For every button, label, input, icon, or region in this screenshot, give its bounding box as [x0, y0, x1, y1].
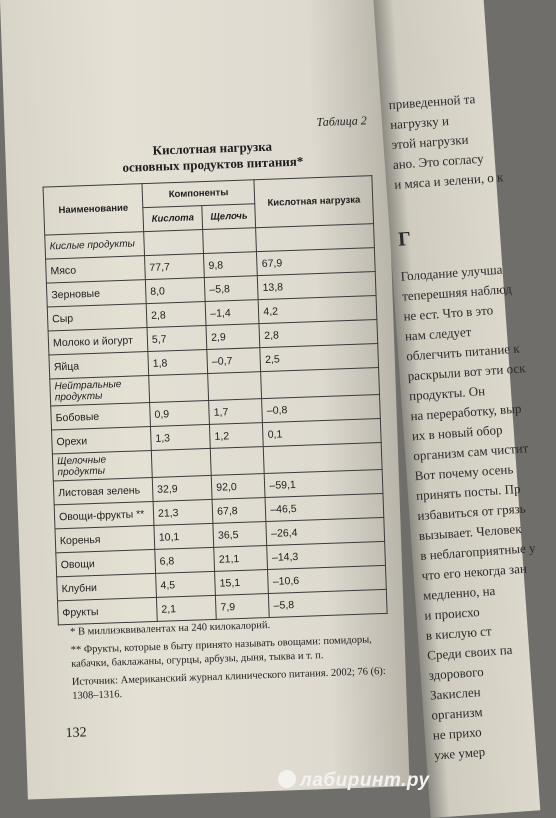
- food-name: Овощи: [56, 549, 156, 576]
- empty-cell: [151, 448, 211, 477]
- right-page-line: приведенной та: [388, 91, 476, 113]
- right-page-line: в кислую ст: [425, 623, 493, 643]
- right-page-line: продукты. Он: [408, 383, 486, 404]
- acid-value: 2,8: [146, 302, 206, 328]
- alkali-value: 92,0: [211, 474, 265, 500]
- load-value: –59,1: [265, 469, 383, 497]
- alkali-value: 36,5: [213, 522, 267, 548]
- load-value: 13,8: [258, 272, 376, 300]
- food-name: Овощи-фрукты **: [54, 501, 154, 528]
- load-value: 67,9: [257, 248, 375, 276]
- load-value: 2,5: [260, 344, 378, 372]
- right-page-line: этой нагрузки: [391, 131, 469, 153]
- food-name: Мясо: [46, 256, 146, 283]
- category-label: Щелочные продукты: [52, 450, 152, 480]
- load-value: –10,6: [268, 565, 386, 593]
- right-page-line: организм сам чистит: [412, 440, 529, 464]
- acid-value: 8,0: [145, 278, 205, 304]
- acid-value: 10,1: [154, 523, 214, 549]
- acid-value: 5,7: [147, 326, 207, 352]
- acid-value: 0,9: [150, 400, 210, 426]
- header-components: Компоненты: [142, 180, 255, 208]
- alkali-value: 1,2: [210, 423, 264, 449]
- alkali-value: 67,8: [212, 498, 266, 524]
- right-page-line: ано. Это согласу: [392, 150, 485, 172]
- header-load: Кислотная нагрузка: [254, 176, 373, 228]
- load-value: –14,3: [267, 541, 385, 569]
- food-name: Зерновые: [46, 280, 146, 307]
- right-page-line: принять посты. Пр: [415, 480, 521, 504]
- alkali-value: 2,9: [206, 324, 260, 350]
- acid-value: 32,9: [152, 475, 212, 501]
- alkali-value: 1,7: [209, 399, 263, 425]
- right-page-line: избавиться от грязь: [416, 500, 527, 524]
- load-value: –0,8: [262, 394, 380, 422]
- acid-value: 6,8: [155, 547, 215, 573]
- footnote-source: Источник: Американский журнал клинического питания. 2002; 76 (6): 1308–1316.: [71, 665, 386, 702]
- load-value: 0,1: [263, 418, 381, 446]
- right-page-line: облегчить питание к: [405, 340, 521, 364]
- alkali-value: –1,4: [205, 300, 259, 326]
- acid-value: 2,1: [156, 595, 216, 621]
- page-number: 132: [65, 725, 87, 742]
- right-page-line: и происхо: [423, 604, 481, 623]
- right-page-line: теперешняя наблюд: [401, 281, 513, 304]
- food-name: Фрукты: [58, 597, 158, 624]
- empty-cell: [149, 373, 209, 402]
- food-name: Бобовые: [51, 403, 151, 430]
- acid-value: 77,7: [145, 254, 205, 280]
- empty-cell: [210, 447, 264, 476]
- food-name: Сыр: [47, 304, 147, 331]
- header-acid: Кислота: [143, 206, 203, 232]
- right-page-line: Среди своих па: [426, 641, 513, 663]
- load-value: 2,8: [259, 320, 377, 348]
- footnote-1: * В миллиэквивалентах на 240 килокалорий.: [69, 619, 271, 638]
- right-page-line: не прихо: [432, 724, 483, 743]
- right-page-line: раскрыли вот эти оск: [407, 360, 526, 384]
- right-page-line: не ест. Что в это: [403, 302, 494, 324]
- right-page-line: Голодание улучша: [400, 261, 503, 284]
- right-page-line: на переработку, выр: [409, 400, 522, 424]
- empty-cell: [264, 442, 382, 473]
- empty-cell: [144, 230, 204, 256]
- right-page-line: вызывает. Человек: [418, 520, 522, 544]
- acid-value: 4,5: [156, 571, 216, 597]
- header-name: Наименование: [43, 184, 144, 235]
- load-value: –46,5: [265, 493, 383, 521]
- food-name: Яйца: [49, 352, 149, 379]
- right-page-line: в неблагоприятные у: [419, 539, 536, 564]
- food-name: Листовая зелень: [53, 477, 153, 504]
- alkali-value: –5,8: [204, 276, 258, 302]
- table-label: Таблица 2: [316, 113, 368, 130]
- right-page-line: Закислен: [429, 684, 481, 703]
- table-title-line2: основных продуктов питания*: [122, 153, 304, 175]
- right-page-line: Вот почему осень: [414, 461, 514, 484]
- right-page-line: и мяса и зелени, о к: [393, 169, 504, 192]
- right-page-line: здорового: [428, 663, 485, 683]
- empty-cell: [208, 372, 262, 401]
- right-page-line: медленно, на: [422, 582, 496, 603]
- alkali-value: 21,1: [214, 546, 268, 572]
- food-name: Молоко и йогурт: [48, 328, 148, 355]
- food-name: Орехи: [52, 427, 152, 454]
- watermark: лабиринт.ру: [300, 770, 430, 791]
- right-page-line: нам следует: [404, 323, 472, 344]
- load-value: –26,4: [266, 517, 384, 545]
- alkali-value: –0,7: [207, 348, 261, 374]
- right-page-line: Г: [397, 227, 412, 251]
- acid-load-table: [43, 175, 388, 625]
- right-page-line: их в новый обор: [411, 422, 503, 444]
- alkali-value: 7,9: [216, 593, 270, 619]
- table-body: [45, 224, 387, 625]
- right-page-line: уже умер: [433, 744, 486, 763]
- right-page-line: организм: [430, 704, 484, 723]
- alkali-value: 9,8: [204, 252, 258, 278]
- empty-cell: [261, 368, 379, 399]
- category-label: Кислые продукты: [45, 232, 145, 259]
- table-title-line1: Кислотная нагрузка: [152, 138, 273, 158]
- load-value: –5,8: [269, 589, 387, 617]
- right-page-line: что его некогда зан: [421, 560, 528, 583]
- acid-value: 1,3: [150, 424, 210, 450]
- food-name: Клубни: [57, 573, 157, 600]
- acid-value: 1,8: [148, 349, 208, 375]
- right-page-line: нагрузку и: [389, 112, 450, 133]
- category-label: Нейтральные продукты: [50, 376, 150, 406]
- load-value: 4,2: [259, 296, 377, 324]
- labirint-logo-icon: [278, 770, 296, 788]
- food-name: Коренья: [55, 525, 155, 552]
- footnote-2: ** Фрукты, которые в быту принято называть овощами: помидоры, кабачки, баклажаны, огурцы, арбузы, дыня, тыква и т. п.: [70, 634, 373, 670]
- alkali-value: 15,1: [215, 569, 269, 595]
- header-alkali: Щелочь: [202, 204, 256, 230]
- acid-value: 21,3: [153, 499, 213, 525]
- empty-cell: [203, 228, 257, 254]
